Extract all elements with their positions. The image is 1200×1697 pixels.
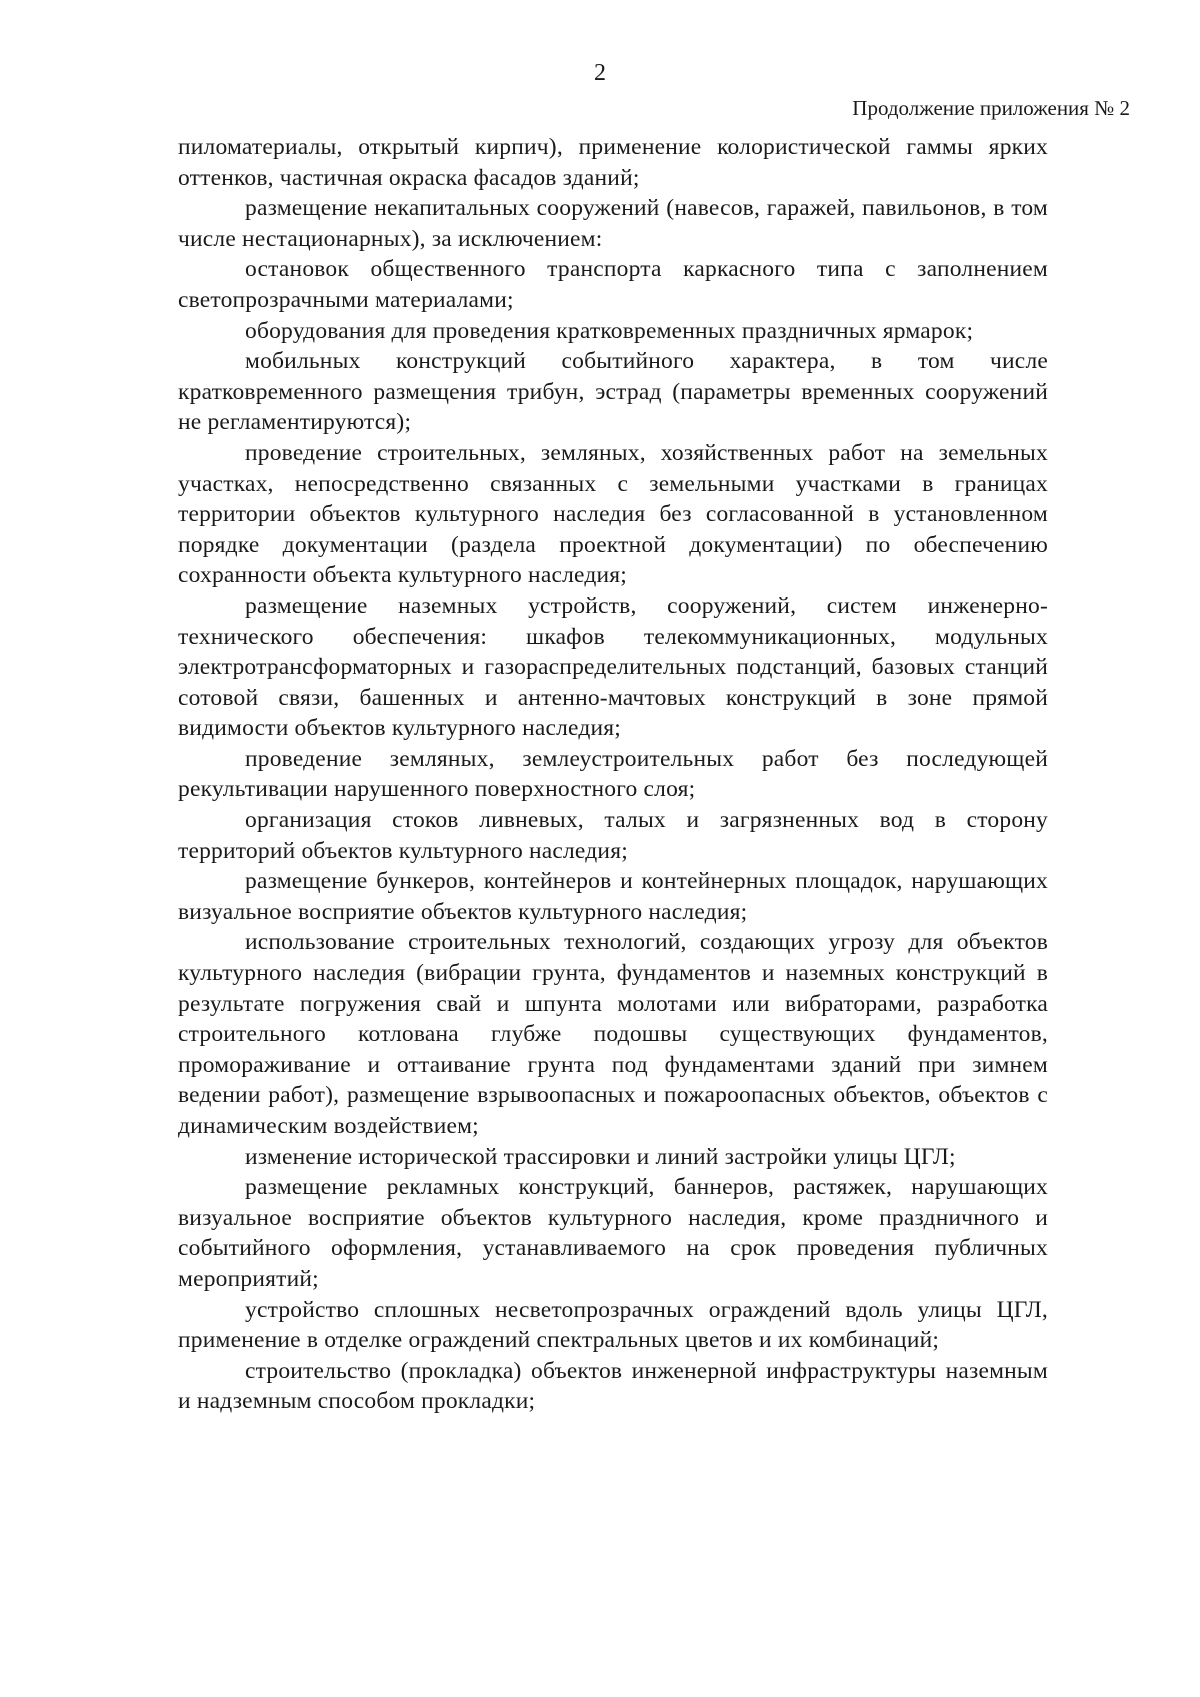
paragraph: устройство сплошных несветопрозрачных ограждений вдоль улицы ЦГЛ, применение в отделке ограждений спектральных цветов и их комбинаций; [178,1296,1048,1354]
paragraph: мобильных конструкций событийного характера, в том числе кратковременного размещения трибун, эстрад (параметры временных сооружений не регламентируются); [178,348,1048,436]
document-body [178,132,1048,1417]
paragraph: использование строительных технологий, создающих угрозу для объектов культурного наследия (вибрации грунта, фундаментов и наземных конструкций в результате погружения свай и шпунта молотами или вибраторами, разработка строительного котлована глубже подошвы существующих фундаментов, промораживание и оттаивание грунта под фундаментами зданий при зимнем ведении работ), размещение взрывоопасных и пожароопасных объектов, объектов с динамическим воздействием; [178,929,1048,1139]
paragraph: строительство (прокладка) объектов инженерной инфраструктуры наземным и надземным способом прокладки; [178,1357,1048,1415]
paragraph: пиломатериалы, открытый кирпич), применение колористической гаммы ярких оттенков, частичная окраска фасадов зданий; [178,134,1048,191]
paragraph: размещение бункеров, контейнеров и контейнерных площадок, нарушающих визуальное восприятие объектов культурного наследия; [178,868,1048,925]
paragraph: проведение строительных, земляных, хозяйственных работ на земельных участках, непосредственно связанных с земельными участками в границах территории объектов культурного наследия без согласованной в установленном порядке документации (раздела проектной документации) по обеспечению сохранности объекта культурного наследия; [178,439,1048,589]
paragraph: размещение наземных устройств, сооружений, систем инженерно-технического обеспечения: шкафов телекоммуникационных, модульных электротрансформаторных и газораспределительных подстанций, базовых станций сотовой связи, башенных и антенно-мачтовых конструкций в зоне прямой видимости объектов культурного наследия; [178,592,1048,742]
paragraph: размещение некапитальных сооружений (навесов, гаражей, павильонов, в том числе нестационарных), за исключением: [178,195,1048,252]
paragraph: проведение земляных, землеустроительных работ без последующей рекультивации нарушенного поверхностного слоя; [178,745,1048,803]
appendix-header: Продолжение приложения № 2 [852,96,1130,120]
paragraph: оборудования для проведения кратковременных праздничных ярмарок; [245,317,974,344]
paragraph: остановок общественного транспорта каркасного типа с заполнением светопрозрачными материалами; [178,256,1048,313]
paragraph: изменение исторической трассировки и линий застройки улицы ЦГЛ; [245,1143,956,1170]
paragraph: размещение рекламных конструкций, баннеров, растяжек, нарушающих визуальное восприятие объектов культурного наследия, кроме праздничного и событийного оформления, устанавливаемого на срок проведения публичных мероприятий; [178,1174,1048,1292]
paragraph: организация стоков ливневых, талых и загрязненных вод в сторону территорий объектов культурного наследия; [178,807,1048,864]
page-number: 2 [594,60,606,86]
